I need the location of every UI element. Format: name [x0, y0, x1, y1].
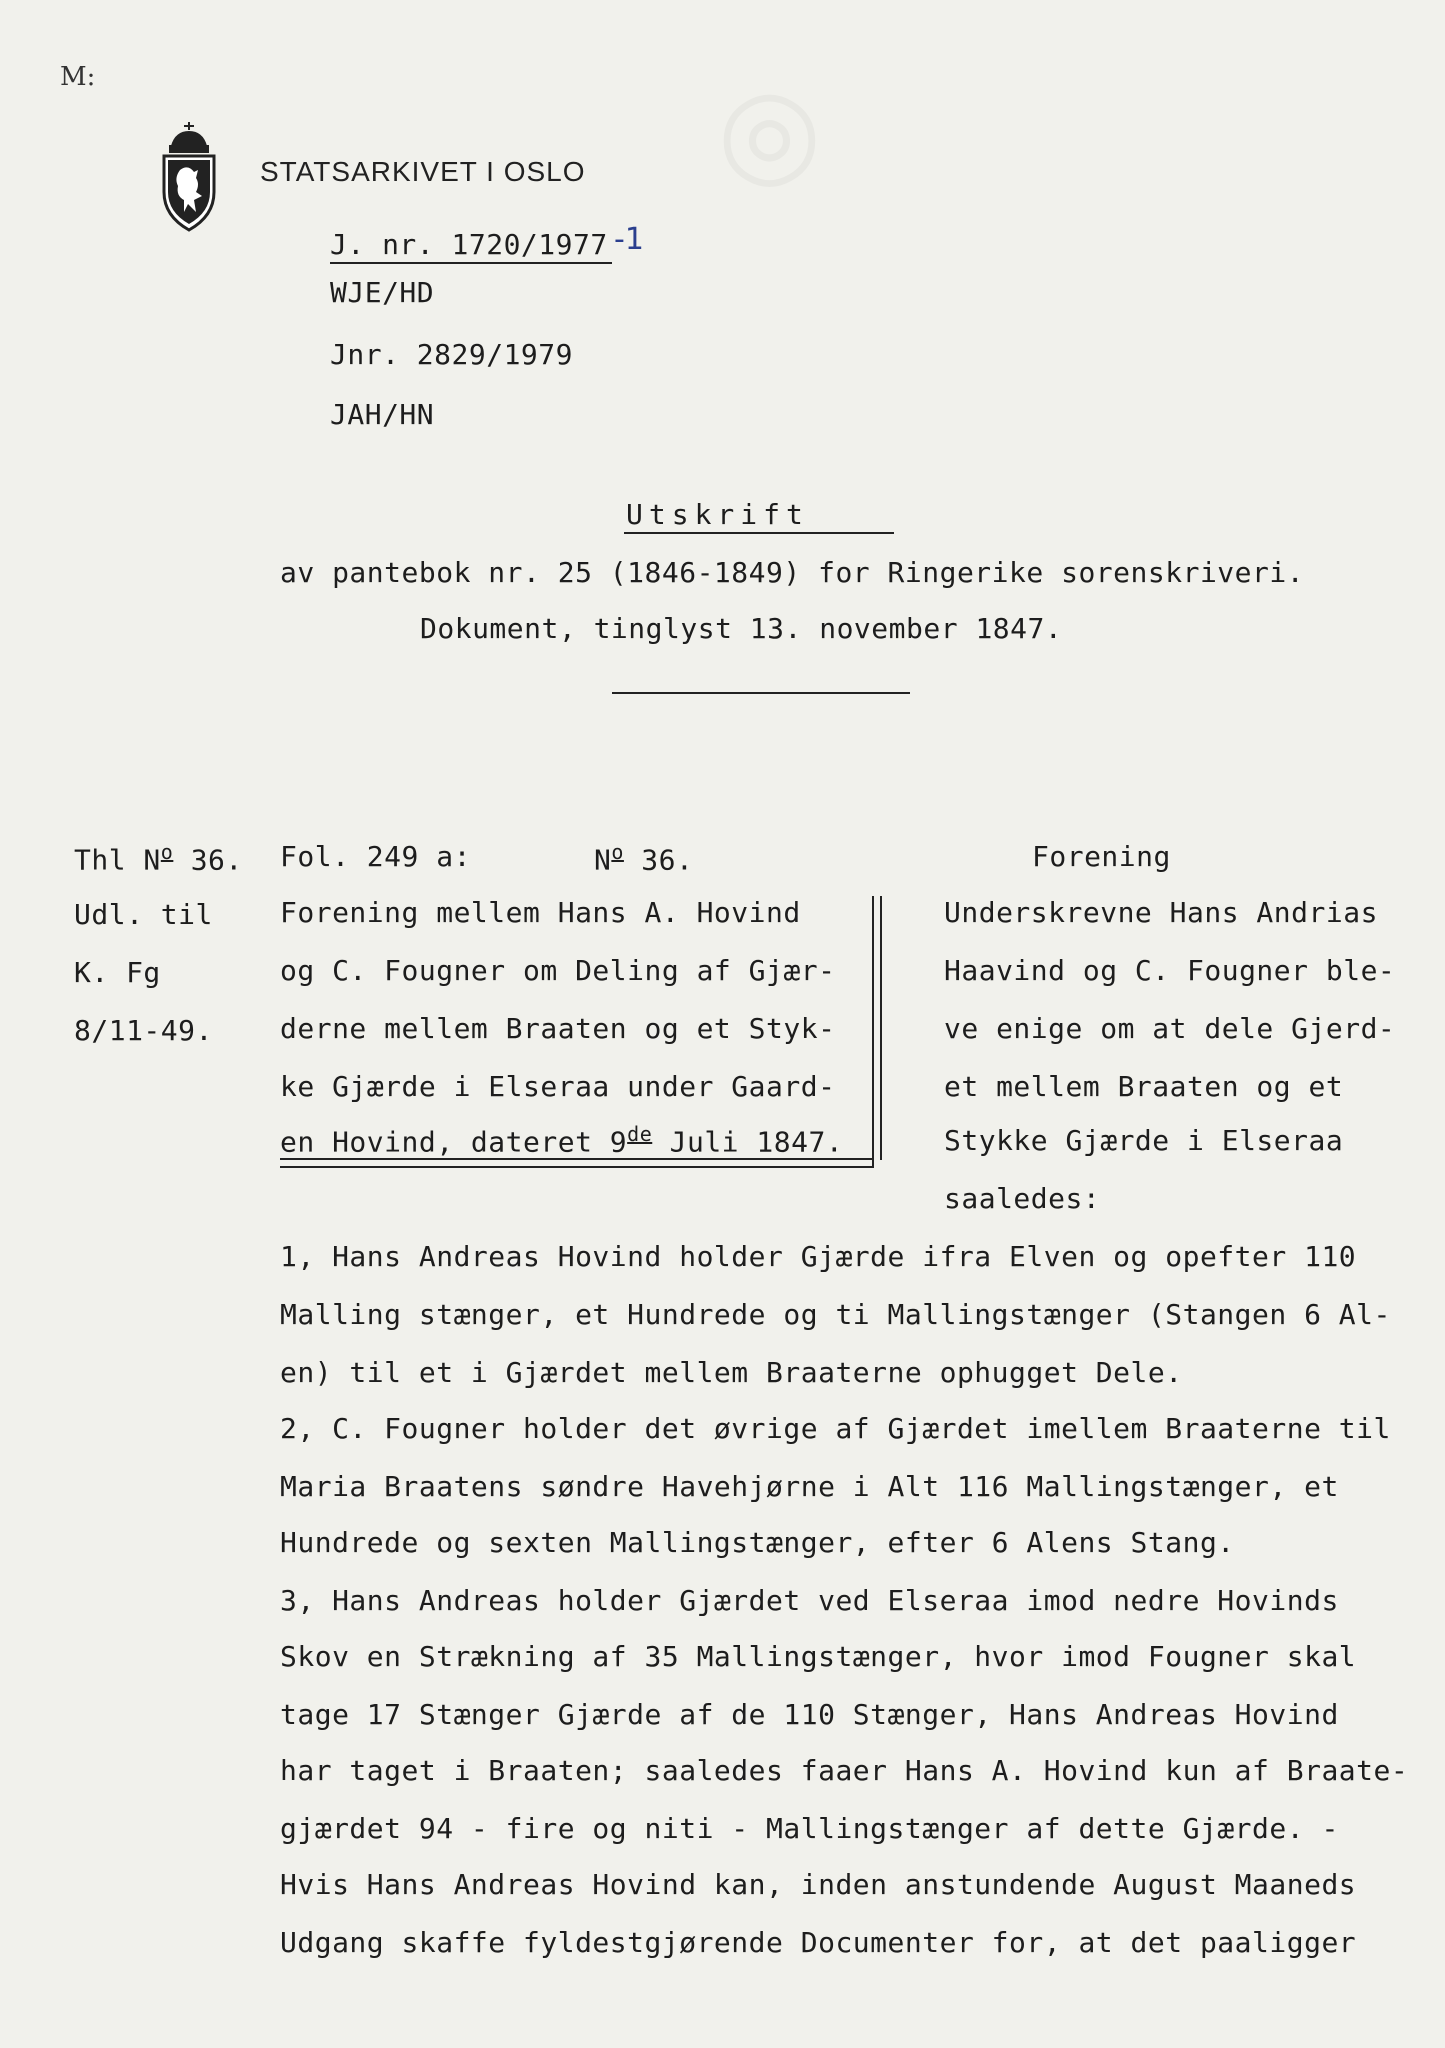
faint-watermark: [640, 60, 840, 1560]
right-line-5: Stykke Gjærde i Elseraa: [944, 1124, 1344, 1157]
pen-annotation: -1: [614, 222, 644, 257]
journal-number-2: Jnr. 2829/1979: [330, 338, 574, 371]
body-line-11: gjærdet 94 - fire og niti - Mallingstænger af dette Gjærde. -: [280, 1812, 1339, 1845]
journal-number-1: J. nr. 1720/1977: [330, 228, 608, 261]
body-line-9: tage 17 Stænger Gjærde af de 110 Stænger, Hans Andreas Hovind: [280, 1698, 1339, 1731]
journal-number-underline: [330, 262, 612, 264]
initials-1: WJE/HD: [330, 276, 435, 309]
title-underline: [624, 532, 894, 534]
right-line-4: et mellem Braaten og et: [944, 1070, 1344, 1103]
document-title: Utskrift: [626, 498, 809, 531]
right-line-2: Haavind og C. Fougner ble-: [944, 954, 1396, 987]
box-border-right-1: [872, 896, 874, 1168]
box-line-5: en Hovind, dateret 9de Juli 1847.: [280, 1122, 844, 1159]
margin-note-fg: K. Fg: [74, 956, 161, 989]
body-line-1: 1, Hans Andreas Hovind holder Gjærde ifra Elven og opefter 110: [280, 1240, 1357, 1273]
body-line-7: 3, Hans Andreas holder Gjærdet ved Elseraa imod nedre Hovinds: [280, 1584, 1339, 1617]
right-line-1: Underskrevne Hans Andrias: [944, 896, 1378, 929]
margin-note-udl: Udl. til: [74, 898, 213, 931]
body-line-3: en) til et i Gjærdet mellem Braaterne ophugget Dele.: [280, 1356, 1183, 1389]
archive-name: STATSARKIVET I OSLO: [260, 156, 586, 187]
body-line-10: har taget i Braaten; saaledes faaer Hans A. Hovind kun af Braate-: [280, 1754, 1409, 1787]
folio-number: $N^o$ 36.: [594, 840, 694, 877]
box-line-2: og C. Fougner om Deling af Gjær-: [280, 954, 836, 987]
right-heading: Forening: [1032, 840, 1171, 873]
box-border-bottom-2: [280, 1166, 872, 1168]
folio-reference: Fol. 249 a:: [280, 840, 471, 873]
body-line-4: 2, C. Fougner holder det øvrige af Gjærdet imellem Braaterne til: [280, 1412, 1391, 1445]
body-line-2: Malling stænger, et Hundrede og ti Mallingstænger (Stangen 6 Al-: [280, 1298, 1391, 1331]
margin-note-date: 8/11-49.: [74, 1014, 213, 1047]
initials-2: JAH/HN: [330, 398, 435, 431]
subtitle-line-1: av pantebok nr. 25 (1846-1849) for Ringerike sorenskriveri.: [280, 556, 1305, 589]
body-line-12: Hvis Hans Andreas Hovind kan, inden anstundende August Maaneds: [280, 1868, 1357, 1901]
box-border-right-2: [880, 896, 882, 1160]
divider-rule: [612, 692, 910, 694]
box-line-4: ke Gjærde i Elseraa under Gaard-: [280, 1070, 836, 1103]
box-line-1: Forening mellem Hans A. Hovind: [280, 896, 801, 929]
subtitle-line-2: Dokument, tinglyst 13. november 1847.: [420, 612, 1063, 645]
box-border-bottom-1: [280, 1158, 872, 1160]
right-line-6: saaledes:: [944, 1182, 1101, 1215]
body-line-13: Udgang skaffe fyldestgjørende Documenter for, at det paaligger: [280, 1926, 1357, 1959]
coat-of-arms-icon: [158, 120, 220, 234]
corner-mark: M:: [60, 62, 96, 92]
margin-note-thl: Thl $N^o$ 36.: [74, 840, 243, 877]
body-line-5: Maria Braatens søndre Havehjørne i Alt 116 Mallingstænger, et: [280, 1470, 1339, 1503]
right-line-3: ve enige om at dele Gjerd-: [944, 1012, 1396, 1045]
body-line-8: Skov en Strækning af 35 Mallingstænger, hvor imod Fougner skal: [280, 1640, 1357, 1673]
body-line-6: Hundrede og sexten Mallingstænger, efter 6 Alens Stang.: [280, 1526, 1235, 1559]
box-line-3: derne mellem Braaten og et Styk-: [280, 1012, 836, 1045]
